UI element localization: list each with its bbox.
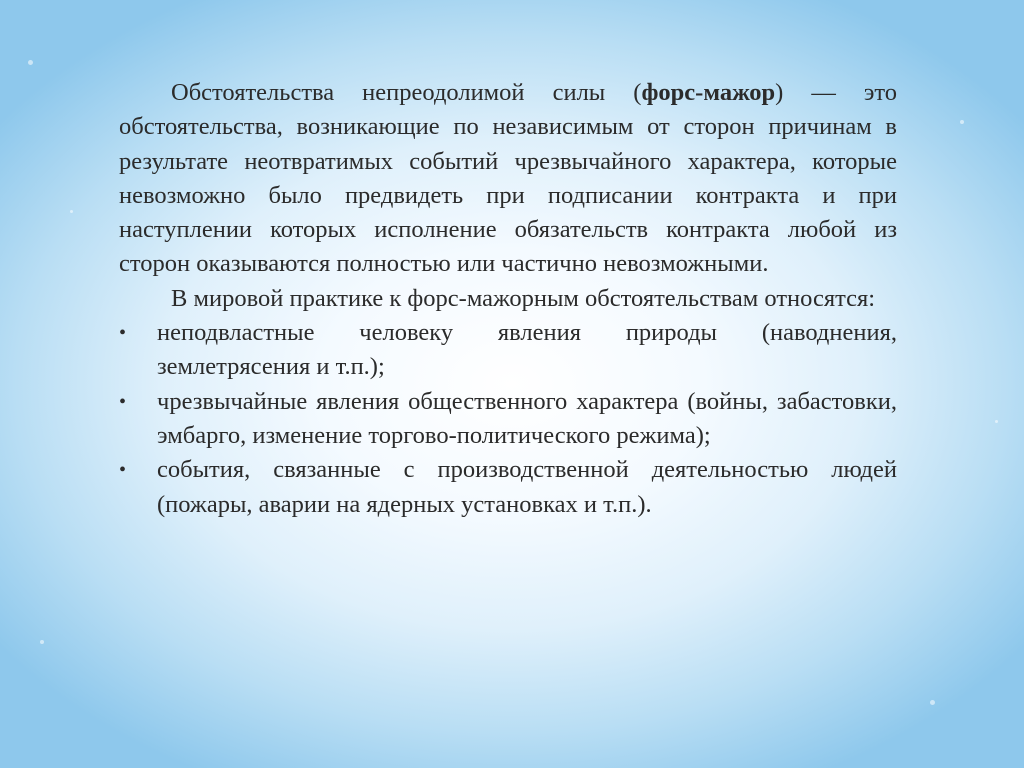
list-item-text: неподвластные человеку явления природы (наводнения, землетрясения и т.п.); [157, 319, 897, 381]
bullet-list [119, 316, 897, 522]
content-text-block [119, 76, 897, 522]
bullet-icon: • [119, 459, 127, 482]
list-item [119, 453, 897, 522]
background-sparkle [995, 420, 998, 423]
list-item-text: события, связанные с производственной деятельностью людей (пожары, аварии на ядерных установках и т.п.). [157, 456, 897, 518]
definition-text-end: ) — это обстоятельства, возникающие по независимым от сторон причинам в результате неотвратимых событий чрезвычайного характера, которые невозможно было предвидеть при подписании контракта и при наступлении которых исполнение обязательств контракта любой из сторон оказываются полностью или частично невозможными. [119, 79, 898, 278]
list-item [119, 385, 897, 454]
background-sparkle [960, 120, 964, 124]
bullet-icon: • [119, 322, 127, 345]
intro-paragraph: В мировой практике к форс-мажорным обстоятельствам относятся: [171, 284, 876, 312]
background-sparkle [70, 210, 73, 213]
list-item [119, 316, 897, 385]
background-sparkle [40, 640, 44, 644]
definition-paragraph [119, 76, 897, 282]
list-item-text: чрезвычайные явления общественного характера (войны, забастовки, эмбарго, изменение торгово-политического режима); [157, 387, 897, 449]
force-majeure-term: форс-мажор [641, 79, 776, 106]
bullet-icon: • [119, 390, 127, 413]
background-sparkle [930, 700, 935, 705]
definition-text-start: Обстоятельства непреодолимой силы ( [171, 79, 642, 106]
background-sparkle [28, 60, 33, 65]
